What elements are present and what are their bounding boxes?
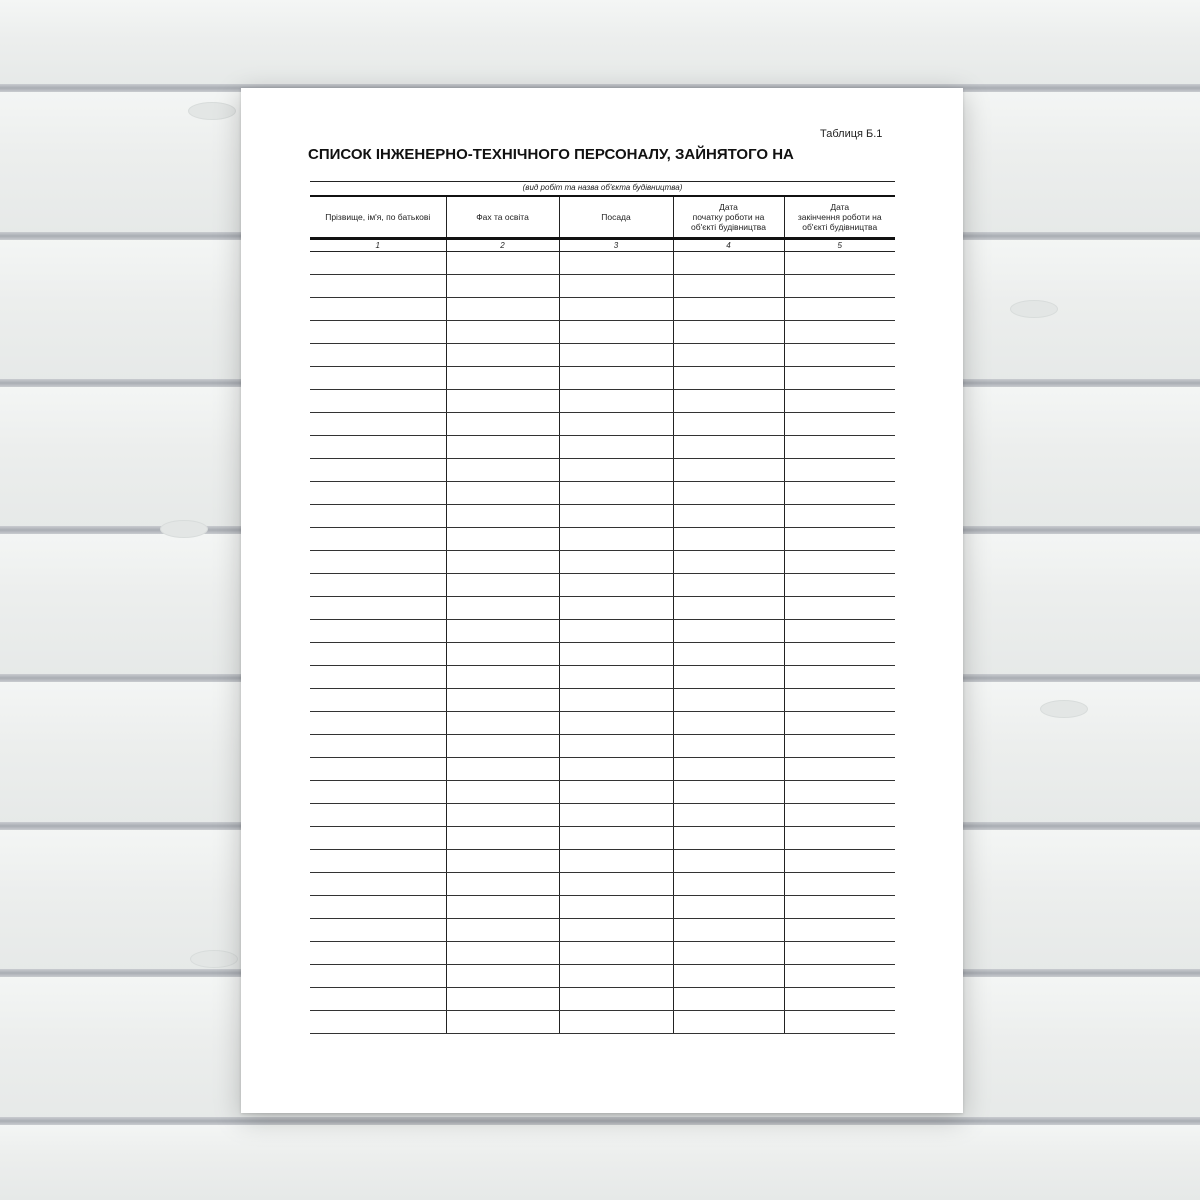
table-cell <box>310 321 446 344</box>
staff-table <box>310 195 895 1034</box>
table-cell <box>559 482 673 505</box>
table-cell <box>559 988 673 1011</box>
table-cell <box>310 712 446 735</box>
table-cell <box>310 275 446 298</box>
table-cell <box>673 367 784 390</box>
table-cell <box>784 436 895 459</box>
table-cell <box>559 528 673 551</box>
table-cell <box>673 505 784 528</box>
wood-knot <box>160 520 208 538</box>
table-cell <box>784 735 895 758</box>
table-cell <box>446 574 559 597</box>
table-cell <box>559 344 673 367</box>
table-cell <box>559 781 673 804</box>
table-cell <box>784 252 895 275</box>
table-cell <box>784 620 895 643</box>
table-row <box>310 528 895 551</box>
table-cell <box>673 551 784 574</box>
table-cell <box>673 781 784 804</box>
table-cell <box>310 643 446 666</box>
table-cell <box>673 321 784 344</box>
table-cell <box>310 390 446 413</box>
table-row <box>310 298 895 321</box>
table-row <box>310 781 895 804</box>
table-cell <box>784 827 895 850</box>
table-cell <box>673 712 784 735</box>
table-row <box>310 735 895 758</box>
table-cell <box>559 896 673 919</box>
table-row <box>310 620 895 643</box>
table-cell <box>446 505 559 528</box>
table-row <box>310 919 895 942</box>
table-cell <box>559 643 673 666</box>
table-cell <box>559 758 673 781</box>
column-number: 2 <box>446 239 559 252</box>
table-row <box>310 459 895 482</box>
column-header-qualification: Фах та освіта <box>446 196 559 239</box>
table-cell <box>559 827 673 850</box>
table-cell <box>673 298 784 321</box>
table-cell <box>673 804 784 827</box>
table-cell <box>559 735 673 758</box>
wood-knot <box>188 102 236 120</box>
table-cell <box>310 666 446 689</box>
table-row <box>310 367 895 390</box>
table-cell <box>784 1011 895 1034</box>
table-cell <box>310 781 446 804</box>
table-cell <box>673 896 784 919</box>
table-cell <box>310 827 446 850</box>
table-header-row <box>310 196 895 239</box>
table-cell <box>559 413 673 436</box>
fill-in-line <box>310 181 895 182</box>
table-row <box>310 252 895 275</box>
table-cell <box>673 413 784 436</box>
wood-knot <box>1010 300 1058 318</box>
table-cell <box>559 321 673 344</box>
table-cell <box>559 620 673 643</box>
table-cell <box>673 1011 784 1034</box>
table-cell <box>784 689 895 712</box>
table-cell <box>559 850 673 873</box>
wood-knot <box>1040 700 1088 718</box>
table-cell <box>446 620 559 643</box>
table-cell <box>559 1011 673 1034</box>
table-row <box>310 689 895 712</box>
table-cell <box>446 873 559 896</box>
table-row <box>310 666 895 689</box>
table-cell <box>446 528 559 551</box>
table-row <box>310 321 895 344</box>
table-cell <box>673 735 784 758</box>
table-cell <box>446 988 559 1011</box>
table-row <box>310 804 895 827</box>
table-cell <box>310 758 446 781</box>
table-cell <box>446 551 559 574</box>
table-cell <box>559 574 673 597</box>
table-row <box>310 551 895 574</box>
table-cell <box>559 298 673 321</box>
table-cell <box>310 298 446 321</box>
table-cell <box>310 620 446 643</box>
table-row <box>310 758 895 781</box>
table-row <box>310 413 895 436</box>
table-row <box>310 712 895 735</box>
table-row <box>310 275 895 298</box>
table-cell <box>784 781 895 804</box>
table-cell <box>784 873 895 896</box>
table-cell <box>673 275 784 298</box>
table-cell <box>784 666 895 689</box>
table-cell <box>310 551 446 574</box>
table-cell <box>446 367 559 390</box>
table-cell <box>784 482 895 505</box>
table-cell <box>310 735 446 758</box>
table-row <box>310 597 895 620</box>
wood-knot <box>190 950 238 968</box>
table-cell <box>446 942 559 965</box>
table-cell <box>673 459 784 482</box>
table-cell <box>310 942 446 965</box>
table-cell <box>446 643 559 666</box>
column-header-position: Посада <box>559 196 673 239</box>
table-cell <box>446 919 559 942</box>
table-row <box>310 482 895 505</box>
table-cell <box>673 344 784 367</box>
column-header-name: Прізвище, ім'я, по батькові <box>310 196 446 239</box>
table-cell <box>559 505 673 528</box>
table-cell <box>446 1011 559 1034</box>
table-cell <box>559 712 673 735</box>
table-cell <box>446 712 559 735</box>
table-cell <box>673 574 784 597</box>
table-cell <box>446 827 559 850</box>
table-cell <box>446 965 559 988</box>
table-cell <box>784 344 895 367</box>
table-cell <box>673 942 784 965</box>
table-cell <box>784 321 895 344</box>
table-cell <box>784 896 895 919</box>
table-row <box>310 827 895 850</box>
table-cell <box>446 597 559 620</box>
table-cell <box>673 666 784 689</box>
table-cell <box>784 712 895 735</box>
table-cell <box>784 367 895 390</box>
table-cell <box>446 321 559 344</box>
fill-in-hint: (вид робіт та назва об'єкта будівництва) <box>522 183 683 192</box>
table-cell <box>559 919 673 942</box>
table-cell <box>559 597 673 620</box>
table-cell <box>446 758 559 781</box>
table-cell <box>673 643 784 666</box>
form-title: СПИСОК ІНЖЕНЕРНО-ТЕХНІЧНОГО ПЕРСОНАЛУ, ЗАЙНЯТОГО НА <box>308 146 794 163</box>
table-cell <box>310 528 446 551</box>
table-row <box>310 988 895 1011</box>
table-cell <box>784 850 895 873</box>
table-cell <box>673 436 784 459</box>
table-cell <box>446 252 559 275</box>
table-cell <box>310 1011 446 1034</box>
table-cell <box>673 390 784 413</box>
table-cell <box>559 965 673 988</box>
table-cell <box>310 689 446 712</box>
table-cell <box>784 597 895 620</box>
table-cell <box>310 344 446 367</box>
table-cell <box>673 873 784 896</box>
table-cell <box>310 252 446 275</box>
table-cell <box>784 528 895 551</box>
column-number-row <box>310 239 895 252</box>
table-cell <box>673 758 784 781</box>
table-cell <box>559 873 673 896</box>
table-cell <box>446 896 559 919</box>
table-cell <box>310 804 446 827</box>
table-cell <box>310 873 446 896</box>
table-cell <box>784 413 895 436</box>
table-cell <box>784 758 895 781</box>
table-cell <box>673 620 784 643</box>
table-cell <box>446 482 559 505</box>
column-number: 1 <box>310 239 446 252</box>
table-cell <box>673 827 784 850</box>
table-row <box>310 942 895 965</box>
table-cell <box>310 965 446 988</box>
table-cell <box>784 390 895 413</box>
table-cell <box>310 919 446 942</box>
column-header-start-date: Дата початку роботи на об'єкті будівництва <box>673 196 784 239</box>
table-row <box>310 965 895 988</box>
table-cell <box>310 505 446 528</box>
table-row <box>310 390 895 413</box>
table-cell <box>559 436 673 459</box>
column-number: 4 <box>673 239 784 252</box>
table-cell <box>446 850 559 873</box>
table-cell <box>784 988 895 1011</box>
table-cell <box>673 850 784 873</box>
plank-seam <box>0 1117 1200 1125</box>
table-row <box>310 896 895 919</box>
table-cell <box>784 804 895 827</box>
table-cell <box>559 367 673 390</box>
table-cell <box>446 390 559 413</box>
column-header-end-date: Дата закінчення роботи на об'єкті будівництва <box>784 196 895 239</box>
table-cell <box>784 275 895 298</box>
table-cell <box>310 597 446 620</box>
table-row <box>310 574 895 597</box>
table-cell <box>673 988 784 1011</box>
table-cell <box>784 942 895 965</box>
table-cell <box>559 252 673 275</box>
table-cell <box>673 482 784 505</box>
table-cell <box>784 505 895 528</box>
table-cell <box>310 413 446 436</box>
table-cell <box>784 459 895 482</box>
table-cell <box>310 850 446 873</box>
table-row <box>310 436 895 459</box>
table-cell <box>559 551 673 574</box>
table-cell <box>673 597 784 620</box>
table-cell <box>446 459 559 482</box>
table-row <box>310 344 895 367</box>
table-cell <box>559 390 673 413</box>
table-cell <box>446 804 559 827</box>
column-number: 3 <box>559 239 673 252</box>
table-cell <box>310 459 446 482</box>
table-cell <box>310 482 446 505</box>
table-cell <box>673 252 784 275</box>
table-cell <box>446 413 559 436</box>
table-cell <box>784 551 895 574</box>
table-cell <box>559 459 673 482</box>
table-cell <box>310 988 446 1011</box>
table-cell <box>446 781 559 804</box>
column-number: 5 <box>784 239 895 252</box>
table-cell <box>559 804 673 827</box>
table-row <box>310 1011 895 1034</box>
table-row <box>310 850 895 873</box>
table-cell <box>446 666 559 689</box>
table-cell <box>310 896 446 919</box>
wood-plank <box>0 1121 1200 1200</box>
table-cell <box>310 436 446 459</box>
table-cell <box>446 275 559 298</box>
table-cell <box>784 965 895 988</box>
table-cell <box>673 689 784 712</box>
table-cell <box>446 436 559 459</box>
table-number: Таблиця Б.1 <box>820 128 883 140</box>
table-cell <box>446 689 559 712</box>
table-row <box>310 505 895 528</box>
table-cell <box>446 298 559 321</box>
table-cell <box>446 344 559 367</box>
table-cell <box>784 574 895 597</box>
table-cell <box>784 643 895 666</box>
table-cell <box>559 666 673 689</box>
table-cell <box>784 919 895 942</box>
table-cell <box>673 965 784 988</box>
wood-plank <box>0 0 1200 88</box>
table-cell <box>310 574 446 597</box>
table-row <box>310 643 895 666</box>
table-cell <box>559 689 673 712</box>
table-cell <box>673 528 784 551</box>
table-cell <box>673 919 784 942</box>
table-cell <box>559 275 673 298</box>
table-row <box>310 873 895 896</box>
table-cell <box>784 298 895 321</box>
table-cell <box>310 367 446 390</box>
table-cell <box>446 735 559 758</box>
table-cell <box>559 942 673 965</box>
